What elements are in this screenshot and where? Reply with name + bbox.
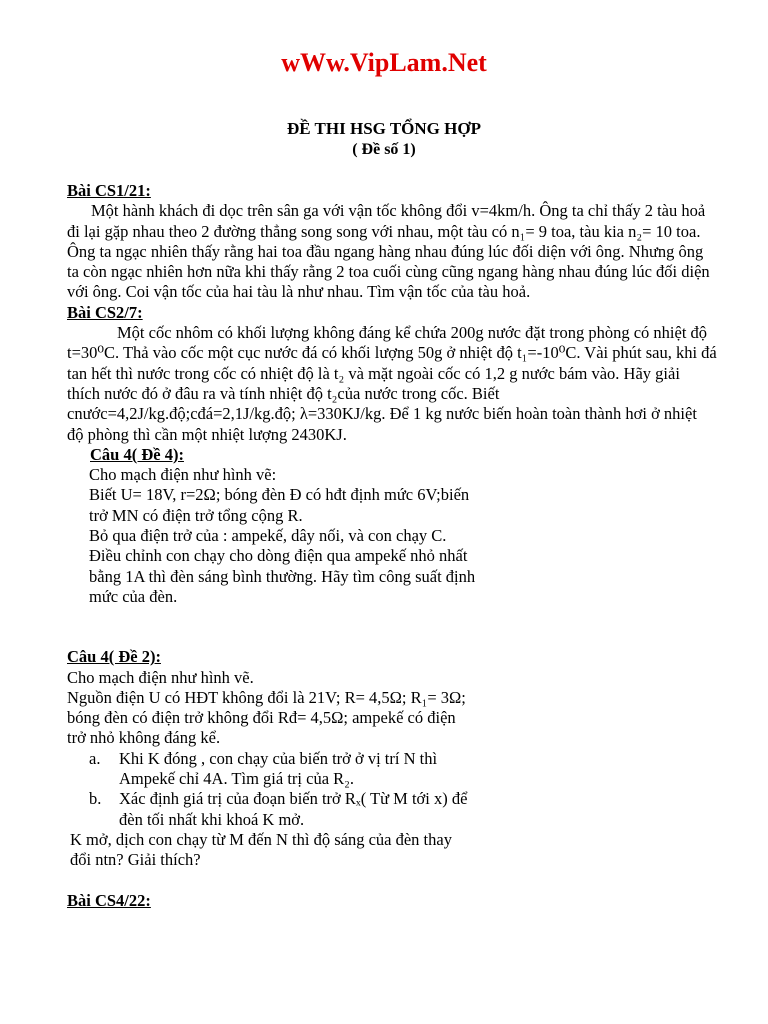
problem-cs1-21-text: Một hành khách đi dọc trên sân ga với vận tốc không đổi v=4km/h. Ông ta chỉ thấy 2 tàu hoả đi lại gặp nhau theo 2 đường thẳng song song với nhau, một tàu có n₁= 9 toa, tàu kia n₂= 10 toa. Ông ta ngạc nhiên thấy rằng hai toa đầu ngang hàng nhau đúng lúc đối diện với ông. Nhưng ông ta còn ngạc nhiên hơn nữa khi thấy rằng 2 toa cuối cùng cũng ngang hàng nhau đúng lúc đối diện với ông. Coi vận tốc của hai tàu là như nhau. Tìm vận tốc của tàu hoả.: [67, 201, 710, 302]
spacer: [67, 607, 717, 647]
document-body: [67, 181, 717, 911]
cau4-de2-closing: K mở, dịch con chạy từ M đến N thì độ sáng của đèn thay đổi ntn? Giải thích?: [70, 829, 452, 870]
cau4-de4-line: Điều chỉnh con chạy cho dòng điện qua ampekế nhỏ nhất bằng 1A thì đèn sáng bình thường. Hãy tìm công suất định mức của đèn.: [89, 546, 476, 606]
list-text: Khi K đóng , con chạy của biến trở ở vị trí N thì Ampekế chỉ 4A. Tìm giá trị của R₂.: [119, 748, 438, 789]
site-name: wWw.VipLam.Net: [281, 48, 487, 77]
cau4-de2-line: Cho mạch điện như hình vẽ.: [67, 667, 254, 687]
heading-cau4-de4: Câu 4( Đề 4):: [90, 444, 184, 464]
list-text: Xác định giá trị của đoạn biến trở Rₓ( Từ M tới x) để đèn tối nhất khi khoá K mở.: [119, 789, 468, 829]
cau4-de2-line: Nguồn điện U có HĐT không đổi là 21V; R= 4,5Ω; R₁= 3Ω; bóng đèn có điện trở không đổi Rđ= 4,5Ω; ampekế có điện trở nhỏ không đáng kể.: [67, 687, 466, 748]
cau4-de4-line: Bỏ qua điện trở của : ampekế, dây nối, và con chạy C.: [89, 526, 447, 546]
exam-subtitle: ( Đề số 1): [352, 141, 416, 158]
heading-cs1-21: Bài CS1/21:: [67, 181, 151, 200]
list-item-a: [67, 749, 717, 790]
heading-cau4-de2: Câu 4( Đề 2):: [67, 647, 161, 667]
list-label: a.: [89, 748, 101, 768]
cau4-de4-line: Biết U= 18V, r=2Ω; bóng đèn Đ có hđt định mức 6V;biến trở MN có điện trở tổng cộng R.: [89, 485, 470, 525]
exam-title: ĐỀ THI HSG TỔNG HỢP: [287, 119, 481, 138]
spacer: [67, 871, 717, 891]
list-label: b.: [89, 789, 102, 809]
problem-cau4-de2: [67, 668, 467, 749]
heading-cs4-22: Bài CS4/22:: [67, 890, 151, 910]
list-item-b: [67, 789, 717, 830]
heading-cs2-7: Bài CS2/7:: [67, 302, 143, 322]
cau4-de4-line: Cho mạch điện như hình vẽ:: [89, 465, 277, 485]
problem-cs2-7-text: Một cốc nhôm có khối lượng không đáng kể chứa 200g nước đặt trong phòng có nhiệt độ t=30⁰C. Thả vào cốc một cục nước đá có khối lượng 50g ở nhiệt độ t₁=-10⁰C. Vài phút sau, khi đá tan hết thì nước trong cốc có nhiệt độ là t₂ và mặt ngoài cốc có 1,2 g nước bám vào. Hãy giải thích nước đó ở đâu ra và tính nhiệt độ t₂của nước trong cốc. Biết cnước=4,2J/kg.độ;cđá=2,1J/kg.độ; λ=330KJ/kg. Để 1 kg nước biến hoàn toàn thành hơi ở nhiệt độ phòng thì cần một nhiệt lượng 2430KJ.: [67, 323, 717, 444]
problem-cau4-de4: [67, 465, 489, 607]
